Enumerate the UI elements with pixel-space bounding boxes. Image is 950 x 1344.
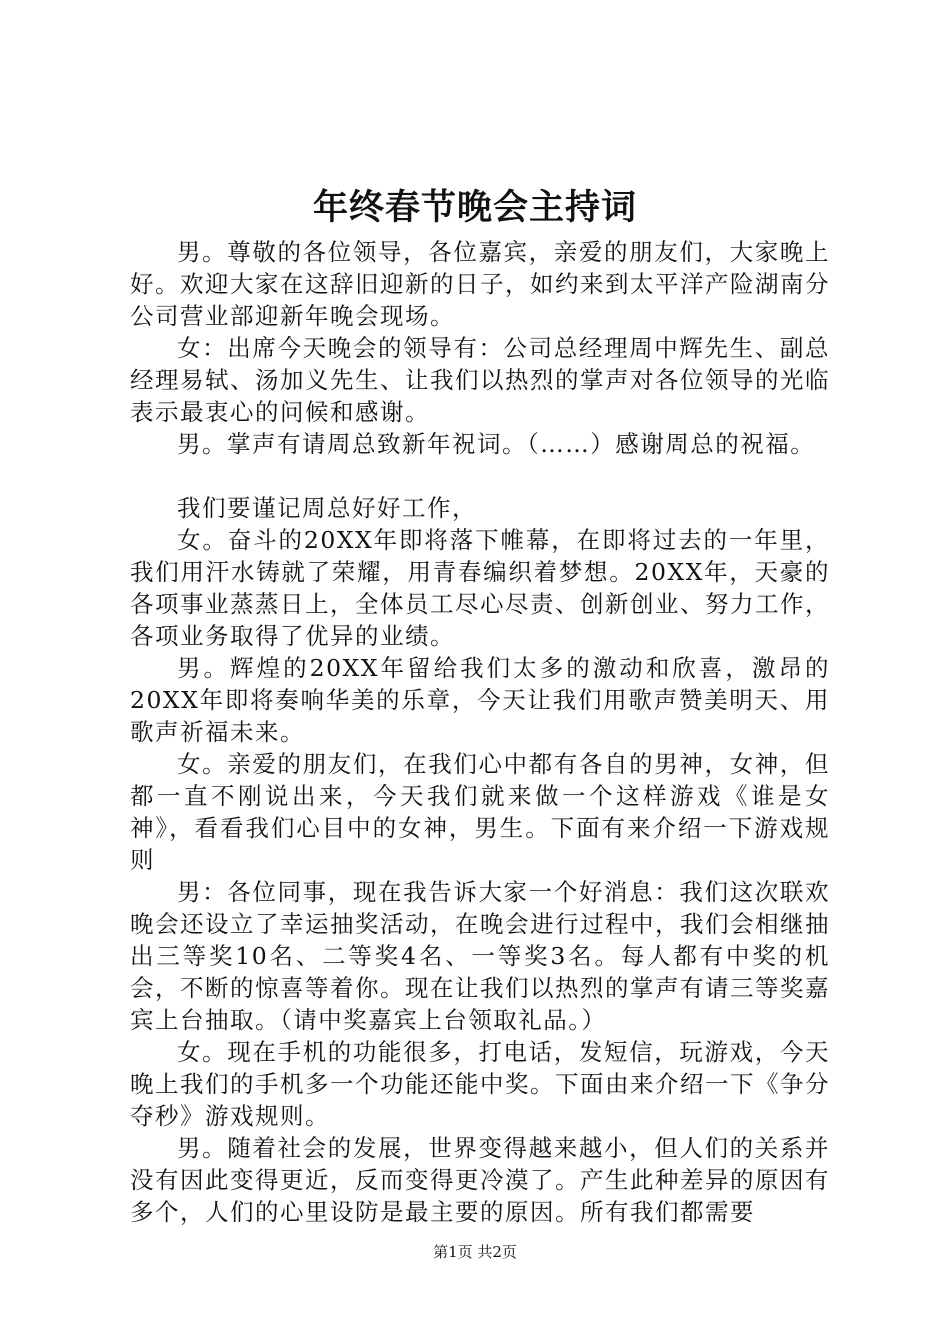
page-number-footer: 第1页 共2页 [433,1243,517,1261]
paragraph: 女。现在手机的功能很多，打电话，发短信，玩游戏，今天晚上我们的手机多一个功能还能中奖。下面由来介绍一下《争分夺秒》游戏规则。 [130,1038,830,1130]
paragraph: 男。辉煌的20XX年留给我们太多的激动和欣喜，激昂的20XX年即将奏响华美的乐章，今天让我们用歌声赞美明天、用歌声祈福未来。 [130,654,830,746]
document-body [130,236,830,1228]
blank-line [130,460,830,492]
paragraph: 女。奋斗的20XX年即将落下帷幕，在即将过去的一年里，我们用汗水铸就了荣耀，用青春编织着梦想。20XX年，天豪的各项事业蒸蒸日上，全体员工尽心尽责、创新创业、努力工作，各项业务取得了优异的业绩。 [130,526,830,650]
paragraph: 女。亲爱的朋友们，在我们心中都有各自的男神，女神，但都一直不刚说出来，今天我们就来做一个这样游戏《谁是女神》，看看我们心目中的女神，男生。下面有来介绍一下游戏规则 [130,750,830,874]
paragraph: 男。掌声有请周总致新年祝词。（……）感谢周总的祝福。 [177,430,816,458]
paragraph: 男。尊敬的各位领导，各位嘉宾，亲爱的朋友们，大家晚上好。欢迎大家在这辞旧迎新的日子，如约来到太平洋产险湖南分公司营业部迎新年晚会现场。 [130,238,830,330]
paragraph: 我们要谨记周总好好工作， [177,494,477,522]
document-title: 年终春节晚会主持词 [312,187,637,228]
paragraph: 男。随着社会的发展，世界变得越来越小，但人们的关系并没有因此变得更近，反而变得更冷漠了。产生此种差异的原因有多个，人们的心里设防是最主要的原因。所有我们都需要 [130,1134,830,1226]
paragraph: 女：出席今天晚会的领导有：公司总经理周中辉先生、副总经理易轼、汤加义先生、让我们以热烈的掌声对各位领导的光临表示最衷心的问候和感谢。 [130,334,830,426]
paragraph: 男：各位同事，现在我告诉大家一个好消息：我们这次联欢晚会还设立了幸运抽奖活动，在晚会进行过程中，我们会相继抽出三等奖10名、二等奖4名、一等奖3名。每人都有中奖的机会，不断的惊喜等着你。现在让我们以热烈的掌声有请三等奖嘉宾上台抽取。（请中奖嘉宾上台领取礼品。） [130,878,830,1034]
